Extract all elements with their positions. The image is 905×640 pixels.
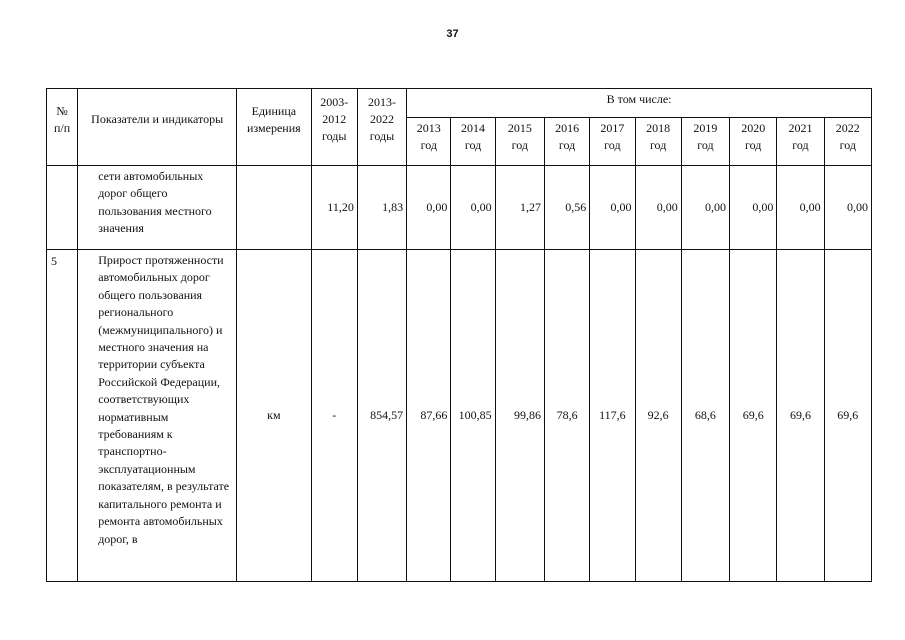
year-value: 0,56 <box>544 166 589 250</box>
year-value: 69,6 <box>777 250 824 582</box>
header-including: В том числе: <box>407 89 872 118</box>
year-value: 0,00 <box>824 166 871 250</box>
year-value: 0,00 <box>590 166 635 250</box>
year-value: 68,6 <box>681 250 729 582</box>
indicator-cell: Прирост протяженности автомобильных дорог общего пользования регионального (межмуниципального) и местного значения на территории субъекта Российской Федерации, соответствующих нормативным требованиям к транспортно-эксплуатационным показателям, в результате капитального ремонта и ремонта автомобильных дорог, в <box>78 250 237 582</box>
year-value: 0,00 <box>777 166 824 250</box>
year-value: 0,00 <box>451 166 495 250</box>
year-value: 69,6 <box>824 250 871 582</box>
value-2013-2022: 854,57 <box>357 250 406 582</box>
indicators-table <box>46 88 872 582</box>
table-row <box>47 250 872 582</box>
header-year: 2019 год <box>681 118 729 166</box>
row-number <box>47 166 78 250</box>
indicator-cell: сети автомобильных дорог общего пользования местного значения <box>78 166 237 250</box>
value-2003-2012: 11,20 <box>311 166 357 250</box>
year-value: 0,00 <box>635 166 681 250</box>
header-2003-2012: 2003-2012 годы <box>311 89 357 166</box>
year-value: 1,27 <box>495 166 544 250</box>
year-value: 100,85 <box>451 250 495 582</box>
year-value: 87,66 <box>407 250 451 582</box>
header-year: 2016 год <box>544 118 589 166</box>
header-year: 2015 год <box>495 118 544 166</box>
header-no: № п/п <box>47 89 78 166</box>
header-year: 2021 год <box>777 118 824 166</box>
header-year: 2022 год <box>824 118 871 166</box>
value-2013-2022: 1,83 <box>357 166 406 250</box>
header-year: 2020 год <box>730 118 777 166</box>
header-2013-2022: 2013-2022 годы <box>357 89 406 166</box>
header-year: 2013 год <box>407 118 451 166</box>
year-value: 0,00 <box>407 166 451 250</box>
year-value: 117,6 <box>590 250 635 582</box>
header-unit: Единица измерения <box>237 89 311 166</box>
header-row <box>47 89 872 118</box>
year-value: 92,6 <box>635 250 681 582</box>
unit-cell <box>237 166 311 250</box>
header-year: 2017 год <box>590 118 635 166</box>
table-row <box>47 166 872 250</box>
row-number: 5 <box>47 250 78 582</box>
year-value: 99,86 <box>495 250 544 582</box>
page-number: 37 <box>446 28 459 40</box>
year-value: 69,6 <box>730 250 777 582</box>
value-2003-2012: - <box>311 250 357 582</box>
header-year: 2014 год <box>451 118 495 166</box>
header-year: 2018 год <box>635 118 681 166</box>
year-value: 0,00 <box>730 166 777 250</box>
header-indicators: Показатели и индикаторы <box>78 89 237 166</box>
unit-cell: км <box>237 250 311 582</box>
year-value: 78,6 <box>544 250 589 582</box>
year-value: 0,00 <box>681 166 729 250</box>
